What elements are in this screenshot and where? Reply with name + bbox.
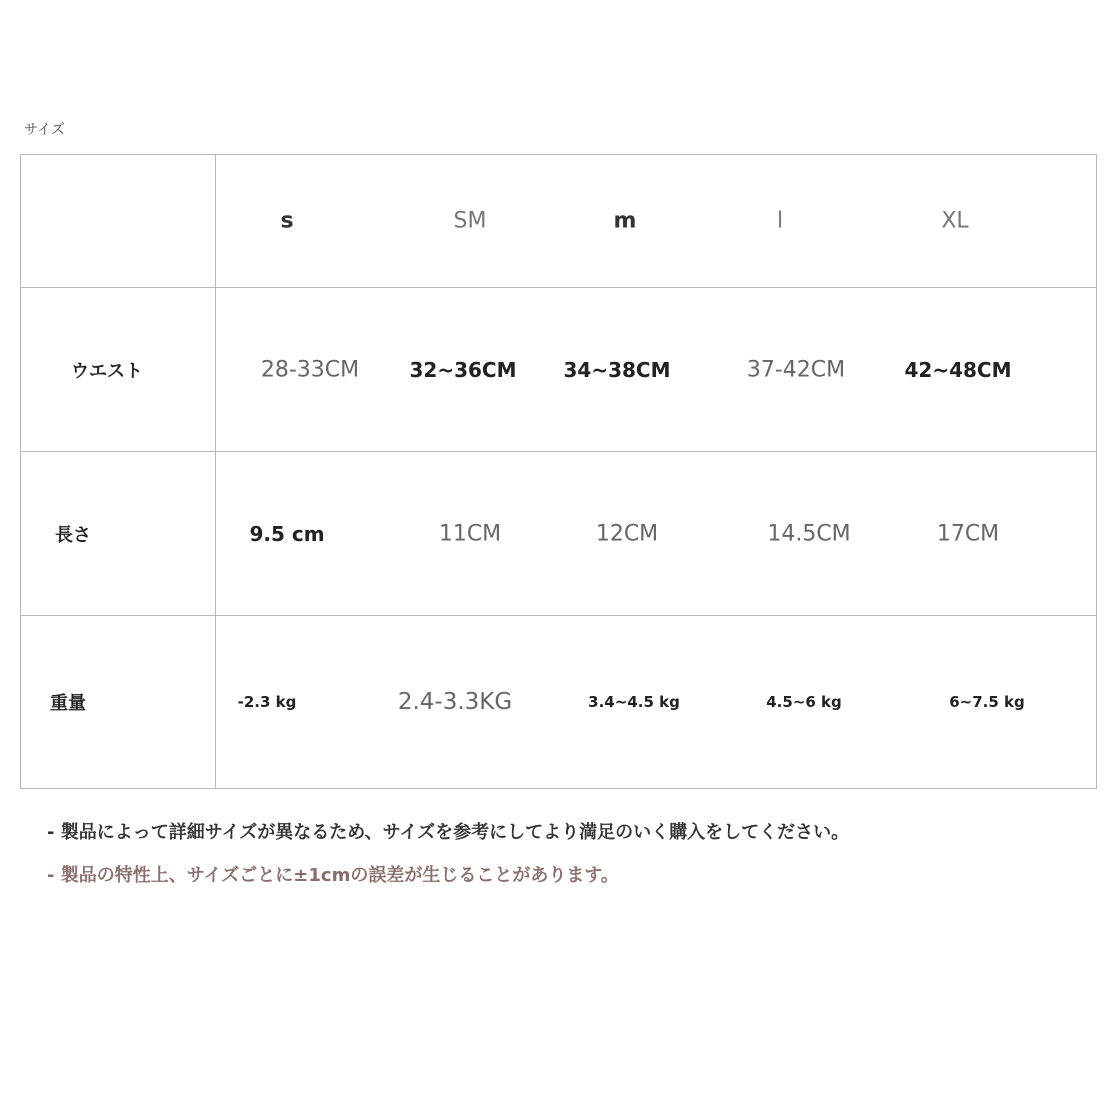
header-corner-cell [21,155,216,288]
weight-value-sm: 2.4-3.3KG [397,688,513,715]
waist-value-xl: 42~48CM [904,357,1012,382]
row-label-cell [21,452,216,615]
table-header-row [21,155,1097,288]
size-note-detail: - 製品によって詳細サイズが異なるため、サイズを参考にしてより満足のいく購入をしてください。 [47,822,850,843]
weight-values-cell [216,615,1097,788]
weight-value-xl: 6~7.5 kg [949,692,1025,711]
size-note-tolerance: - 製品の特性上、サイズごとに±1cmの誤差が生じることがあります。 [47,865,619,886]
header-values-cell [216,155,1097,288]
length-value-s: 9.5 cm [249,521,325,546]
table-row-weight [21,615,1097,788]
table-row-length [21,452,1097,615]
size-header-l: l [776,208,784,234]
weight-value-l: 4.5~6 kg [766,692,842,711]
page-label: サイズ [24,122,65,138]
size-header-s: s [280,208,294,234]
size-table [20,154,1097,789]
row-label-cell [21,615,216,788]
length-value-xl: 17CM [936,521,1000,547]
row-label-length: 長さ [55,524,91,546]
row-label-cell [21,288,216,452]
row-label-weight: 重量 [50,692,86,714]
length-value-l: 14.5CM [767,521,851,547]
size-header-m: m [613,208,637,234]
length-value-m: 12CM [595,521,659,547]
waist-value-sm: 32~36CM [409,357,517,382]
waist-value-s: 28-33CM [260,357,360,383]
table-row-waist [21,288,1097,452]
size-header-sm: SM [453,208,487,234]
weight-value-s: -2.3 kg [237,692,297,711]
weight-value-m: 3.4~4.5 kg [588,692,680,711]
size-header-xl: XL [941,208,969,234]
waist-value-m: 34~38CM [563,357,671,382]
waist-value-l: 37-42CM [746,357,846,383]
length-value-sm: 11CM [438,521,502,547]
length-values-cell [216,452,1097,615]
waist-values-cell [216,288,1097,452]
row-label-waist: ウエスト [71,360,143,382]
